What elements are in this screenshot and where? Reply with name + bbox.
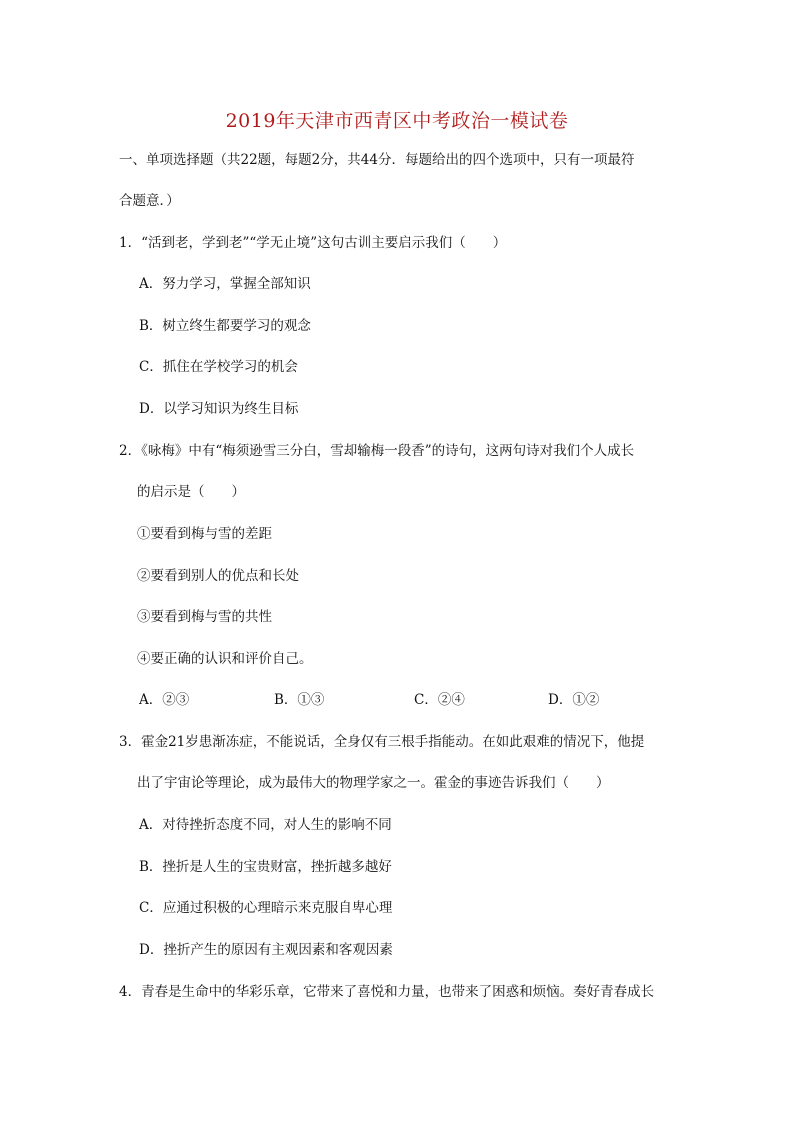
q2-stem-line-2: 的启示是（ ） <box>137 484 245 500</box>
q2-option-a: A．②③ <box>139 692 190 708</box>
q3-stem-line-1: 3．霍金21岁患渐冻症，不能说话，全身仅有三根手指能动。在如此艰难的情况下，他提 <box>119 734 645 750</box>
q3-option-c: C．应通过积极的心理暗示来克服自卑心理 <box>139 900 393 916</box>
q2-stem-line-1: 2．《咏梅》中有“梅须逊雪三分白，雪却输梅一段香”的诗句，这两句诗对我们个人成长 <box>119 443 635 459</box>
q1-option-c: C．抓住在学校学习的机会 <box>139 359 298 375</box>
section-heading-line-1: 一、单项选择题（共22题，每题2分，共44分．每题给出的四个选项中，只有一项最符 <box>119 152 635 168</box>
q1-stem: 1．“活到老，学到老”“学无止境”这句古训主要启示我们（ ） <box>119 235 507 251</box>
section-heading-line-2: 合题意．） <box>119 193 180 209</box>
q2-option-d: D．①② <box>548 692 600 708</box>
q1-option-d: D．以学习知识为终生目标 <box>139 401 299 417</box>
q1-option-b: B．树立终生都要学习的观念 <box>139 318 311 334</box>
q2-option-c: C．②④ <box>414 692 465 708</box>
q1-option-a: A．努力学习，掌握全部知识 <box>139 276 311 292</box>
q3-stem-line-2: 出了宇宙论等理论，成为最伟大的物理学家之一。霍金的事迹告诉我们（ ） <box>137 775 610 791</box>
q3-option-b: B．挫折是人生的宝贵财富，挫折越多越好 <box>139 859 392 875</box>
q2-item-3: ③要看到梅与雪的共性 <box>137 609 272 625</box>
q4-stem-line-1: 4．青春是生命中的华彩乐章，它带来了喜悦和力量，也带来了困惑和烦恼。奏好青春成长 <box>119 984 655 1000</box>
q2-option-b: B．①③ <box>274 692 325 708</box>
q2-item-4: ④要正确的认识和评价自己。 <box>137 651 313 667</box>
q2-item-2: ②要看到别人的优点和长处 <box>137 568 299 584</box>
q3-option-d: D．挫折产生的原因有主观因素和客观因素 <box>139 942 393 958</box>
q3-option-a: A．对待挫折态度不同，对人生的影响不同 <box>139 817 392 833</box>
page-title: 2019年天津市西青区中考政治一模试卷 <box>225 110 569 132</box>
q2-item-1: ①要看到梅与雪的差距 <box>137 526 272 542</box>
